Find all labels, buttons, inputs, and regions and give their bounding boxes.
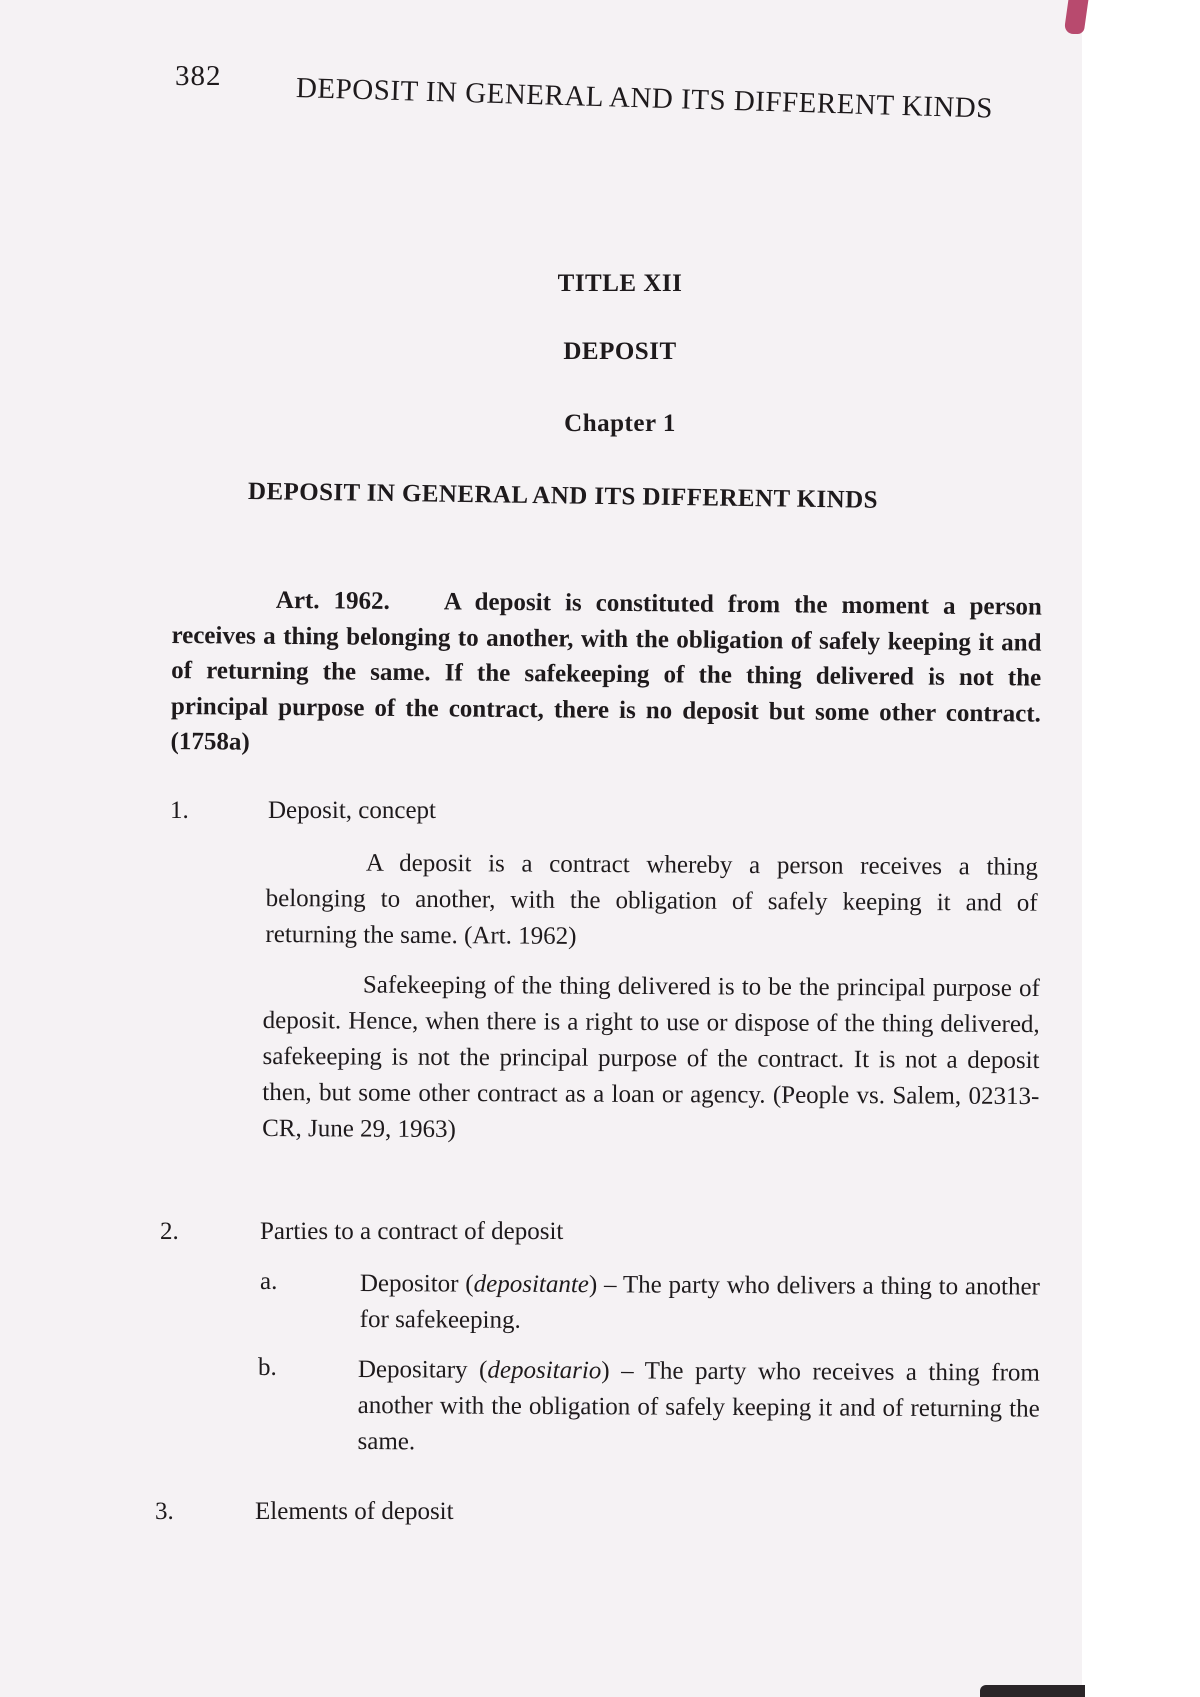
sub-item-definition: The party who receives a thing from another with the obligation of safely keeping it and of returning the same. <box>357 1357 1040 1456</box>
sub-item: Depositary (depositario) – The party who receives a thing from another with the obligation of safely keeping it and of returning the same. <box>357 1356 1040 1456</box>
page-number: 382 <box>175 60 222 92</box>
chapter-heading: DEPOSIT IN GENERAL AND ITS DIFFERENT KINDS <box>247 478 879 514</box>
sub-item-term: Depositary <box>357 1356 468 1384</box>
sub-item: Depositor (depositante) – The party who delivers a thing to another for safekeeping. <box>359 1270 1040 1334</box>
article-number: Art. 1962. <box>275 586 390 615</box>
sub-item-spanish: depositario <box>487 1356 602 1385</box>
title-name: DEPOSIT <box>563 338 677 365</box>
article-1962 <box>170 582 1042 767</box>
running-head: DEPOSIT IN GENERAL AND ITS DIFFERENT KINDS <box>295 72 994 125</box>
page-margin <box>1082 0 1200 1697</box>
chapter-number: Chapter 1 <box>564 410 676 437</box>
title-number: TITLE XII <box>557 270 683 297</box>
section-number: 3. <box>155 1498 174 1525</box>
paragraph: A deposit is a contract whereby a person receives a thing belonging to another, with the obligation of safely keeping it and of returning the same. (Art. 1962) <box>265 849 1038 950</box>
section-title: Parties to a contract of deposit <box>260 1218 564 1245</box>
sub-item-spanish: depositante <box>473 1270 589 1299</box>
article-text: A deposit is constituted from the moment a person receives a thing belonging to another, with the obligation of safely keeping it and of returning the same. If the safekeeping of the thing delivered is not the principal purpose of the contract, there is no deposit but some other contract. (1758a) <box>170 588 1042 756</box>
page-edge-shadow <box>980 1685 1085 1697</box>
sub-item-letter: b. <box>258 1354 277 1381</box>
paragraph: Safekeeping of the thing delivered is to be the principal purpose of deposit. Hence, when there is a right to use or dispose of the thing delivered, safekeeping is not the principal purpose of the contract. It is not a deposit then, but some other contract as a loan or agency. (People vs. Salem, 02313-CR, June 29, 1963) <box>262 971 1040 1144</box>
section-title: Deposit, concept <box>268 797 437 824</box>
sub-item-definition: The party who delivers a thing to another for safekeeping. <box>359 1271 1040 1334</box>
sub-item-letter: a. <box>260 1268 278 1295</box>
sub-item-term: Depositor <box>359 1270 459 1298</box>
section-number: 2. <box>160 1218 179 1245</box>
section-number: 1. <box>170 797 189 824</box>
section-title: Elements of deposit <box>255 1498 454 1525</box>
